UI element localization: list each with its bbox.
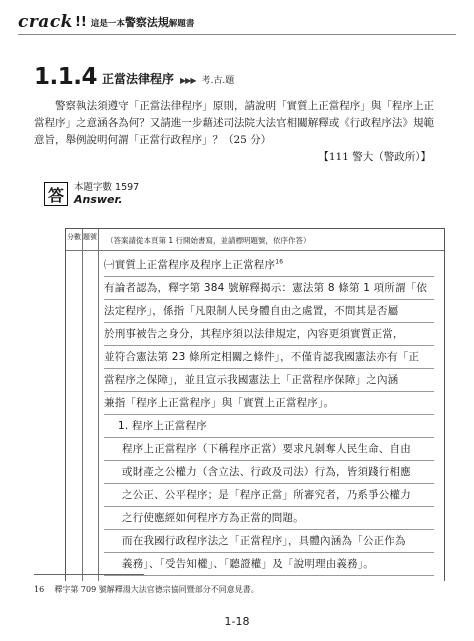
answer-heading	[44, 182, 139, 206]
answer-line-text: 之公正、公平程序；是「程序正當」所審究者，乃系爭公權力	[122, 489, 411, 501]
answer-icon: 答	[44, 182, 68, 206]
page-number: 1-18	[224, 615, 250, 628]
answer-lines	[104, 254, 434, 581]
answer-line-text: 兼指「程序上正當程序」與「實質上正當程序」。	[104, 397, 335, 409]
sheet-instruction: （答案請從本頁第 1 行開始書寫，並請標明題號，依序作答）	[106, 236, 311, 245]
answer-line	[104, 484, 434, 507]
answer-line-text: 之行使應經如何程序方為正當的問題。	[122, 512, 304, 524]
answer-line	[104, 576, 434, 581]
question-number-label: 題號	[83, 233, 97, 241]
score-column-label: 分數	[67, 233, 81, 241]
word-count: 本題字數 1597	[74, 182, 140, 193]
answer-line	[104, 254, 434, 277]
footnote-rule	[34, 574, 144, 575]
answer-line-text: 1. 程序上正當程序	[118, 420, 207, 432]
answer-line	[104, 392, 434, 415]
answer-label: Answer.	[74, 193, 123, 206]
answer-line-text: 程序上正當程序（下稱程序正當）要求凡剝奪人民生命、自由	[122, 443, 411, 455]
footnote-text: 釋字第 709 號解釋湯大法官德宗協同暨部分不同意見書。	[54, 585, 259, 594]
answer-line-text: 當程序之保障」，並且宣示我國憲法上「正當程序保障」之內涵	[104, 374, 399, 386]
question-source: 【111 警大（警政所）】	[318, 151, 431, 163]
answer-line	[104, 300, 434, 323]
answer-line-text: 而在我國行政程序法之「正當程序」，具體內涵為「公正作為	[122, 535, 406, 547]
footnote-number: 16	[34, 585, 45, 594]
answer-line-text: 義務」、「受告知權」、「聽證權」及「說明理由義務」。	[122, 558, 374, 570]
section-number: 1.1.4	[34, 64, 97, 90]
answer-line	[104, 530, 434, 553]
sheet-header-row	[66, 229, 444, 251]
brand-logo: crack	[18, 12, 73, 32]
section-title: 正當法律程序	[102, 72, 175, 86]
answer-line-text: 並符合憲法第 23 條所定相關之條件」，不僅肯認我國憲法亦有「正	[104, 351, 420, 363]
question-text: 警察執法須遵守「正當法律程序」原則，請說明「實質上正當程序」與「程序上正當程序」之意涵各為何？又請進一步藉述司法院大法官相關解釋或《行政程序法》規範意旨，舉例說明何謂「正當行政程序」？（25 分）	[34, 100, 434, 146]
question-number-column	[82, 229, 99, 581]
answer-line	[104, 277, 434, 300]
footnote	[34, 584, 259, 595]
answer-line-text: 於刑事被告之身分，其程序須以法律規定，內容更須實質正當，	[104, 328, 404, 340]
brand-mark: !!	[74, 14, 87, 30]
answer-line-text: 有論者認為，釋字第 384 號解釋揭示：憲法第 8 條第 1 項所謂「依	[104, 282, 428, 294]
section-tag: 考.古.題	[201, 76, 235, 86]
footnote-ref: 16	[275, 258, 284, 266]
question-block	[34, 98, 434, 149]
answer-line-text: ㈠實質上正當程序及程序上正當程序	[104, 259, 276, 271]
score-column	[66, 229, 83, 581]
header-rule	[18, 34, 456, 35]
answer-line-text: 或財產之公權力（含立法、行政及司法）行為，皆須踐行相應	[122, 466, 411, 478]
section-heading	[34, 66, 234, 89]
triple-arrow-icon: ▶▶▶	[180, 76, 196, 85]
header-slogan: 這是一本警察法規解題書	[90, 16, 195, 29]
answer-sheet	[65, 228, 445, 581]
answer-line	[104, 415, 434, 438]
answer-line	[104, 346, 434, 369]
answer-line	[104, 369, 434, 392]
answer-line	[104, 553, 434, 576]
answer-line	[104, 461, 434, 484]
running-header	[18, 12, 194, 32]
answer-line	[104, 323, 434, 346]
answer-line-text: 法定程序」，係指「凡限制人民身體自由之處置，不問其是否屬	[104, 305, 399, 317]
answer-line	[104, 438, 434, 461]
answer-line	[104, 507, 434, 530]
